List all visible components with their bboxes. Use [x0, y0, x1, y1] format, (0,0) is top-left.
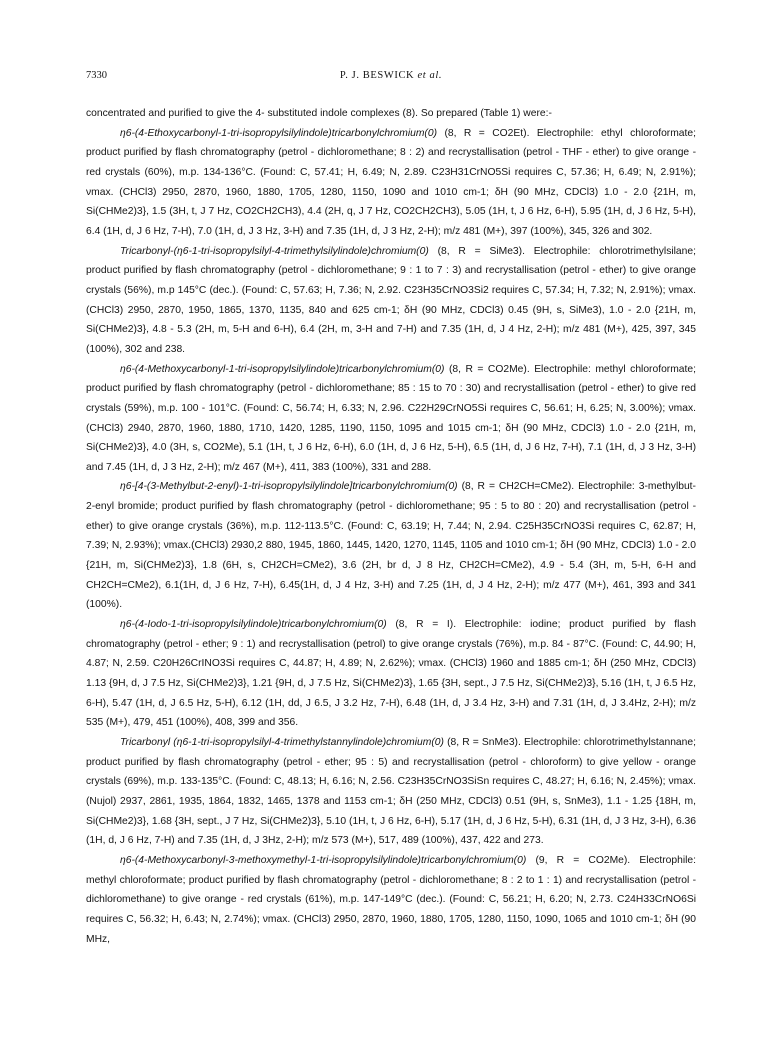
compound-entry: η6-(4-Methoxycarbonyl-1-tri-isopropylsilylindole)tricarbonylchromium(0) (8, R = CO2Me). Electrophile: methyl chloroformate; product purified by flash chromatography (petrol - dichloromethane; 85 : 15 to 70 : 30) and recrystallisation (petrol - ether) to give red crystals (59%), m.p. 100 - 101°C. (Found: C, 56.74; H, 6.33; N, 2.96. C22H29CrNO5Si requires C, 56.61; H, 6.25; N, 3.00%); νmax. (CHCl3) 2940, 2870, 1960, 1880, 1710, 1420, 1285, 1190, 1150, 1095 and 1015 cm-1; δH (90 MHz, CDCl3) 1.0 - 2.0 {21H, m, Si(CHMe2)3}, 4.0 (3H, s, CO2Me), 5.1 (1H, t, J 6 Hz, 6-H), 6.0 (1H, d, J 6 Hz, 5-H), 6.5 (1H, d, J 6 Hz, 7-H), 7.1 (1H, d, J 3 Hz, 3-H) and 7.45 (1H, d, J 3 Hz, 2-H); m/z 467 (M+), 411, 383 (100%), 331 and 288. — [86, 363, 696, 473]
compound-details: Electrophile: iodine; product purified by flash chromatography (petrol - ether; 9 : 1) and recrystallisation (petrol) to give orange crystals (76%), m.p. 84 - 87°C. (Found: C, 44.90; H, 4.87; N, 2.59. C20H26CrINO3Si requires C, 44.87; H, 4.89; N, 2.62%); νmax. (CHCl3) 1960 and 1885 cm-1; δH (250 MHz, CDCl3) 1.13 {9H, d, J 7.5 Hz, Si(CHMe2)3}, 1.21 {9H, d, J 7.5 Hz, Si(CHMe2)3}, 1.65 {3H, sept., J 7.5 Hz, Si(CHMe2)3}, 5.16 (1H, t, J 6.5 Hz, 6-H), 5.47 (1H, d, J 6.5 Hz, 5-H), 6.12 (1H, dd, J 6.5, J 3.2 Hz, 7-H), 6.48 (1H, d, J 3.4 Hz, 3-H) and 7.31 (1H, d, J 3.4Hz, 2-H); m/z 535 (M+), 479, 451 (100%), 408, 399 and 356. — [86, 619, 696, 729]
running-head — [86, 70, 696, 90]
compound-descriptor: (8, R = CH2CH=CMe2) — [461, 481, 572, 493]
compound-entry: Tricarbonyl-(η6-1-tri-isopropylsilyl-4-trimethylsilylindole)chromium(0) (8, R = SiMe3). Electrophile: chlorotrimethylsilane; product purified by flash chromatography (petrol - dichloromethane; 9 : 1 to 7 : 3) and recrystallisation (petrol - ether) to give orange crystals (56%), m.p 145°C (dec.). (Found: C, 57.63; H, 7.36; N, 2.92. C23H35CrNO3Si2 requires C, 57.34; H, 7.32; N, 2.91%); νmax. (CHCl3) 2950, 2870, 1950, 1865, 1370, 1135, 840 and 625 cm-1; δH (90 MHz, CDCl3) 0.45 (9H, s, SiMe3), 1.0 - 2.0 {21H, m, Si(CHMe2)3}, 4.8 - 5.3 (2H, m, 5-H and 6-H), 6.4 (2H, m, 3-H and 7-H) and 7.35 (1H, d, J 4 Hz, 2-H); m/z 481 (M+), 425, 397, 345 (100%), 302 and 238. — [86, 245, 696, 355]
compound-details: Electrophile: ethyl chloroformate; product purified by flash chromatography (petrol - dichloromethane; 8 : 2) and recrystallisation (petrol - THF - ether) to give orange - red crystals (60%), m.p. 134-136°C. (Found: C, 57.41; H, 6.49; N, 2.89. C23H31CrNO5Si requires C, 57.36; H, 6.49; N, 2.91%); νmax. (CHCl3) 2950, 2870, 1960, 1880, 1705, 1280, 1150, 1090 and 1010 cm-1; δH (90 MHz, CDCl3) 1.0 - 2.0 {21H, m, Si(CHMe2)3}, 1.5 (3H, t, J 7 Hz, CO2CH2CH3), 4.4 (2H, q, J 7 Hz, CO2CH2CH3), 5.05 (1H, t, J 6 Hz, 6-H), 5.95 (1H, d, J 6 Hz, 5-H), 6.4 (1H, d, J 6 Hz, 7-H), 7.0 (1H, d, J 3 Hz, 3-H) and 7.35 (1H, d, J 3 Hz, 2-H); m/z 481 (M+), 397 (100%), 345, 326 and 302. — [86, 127, 696, 237]
compound-entry: Tricarbonyl (η6-1-tri-isopropylsilyl-4-trimethylstannylindole)chromium(0) (8, R = SnMe3). Electrophile: chlorotrimethylstannane; product purified by flash chromatography (petrol - ether; 95 : 5) and recrystallisation (petrol - chloroform) to give yellow - orange crystals (69%), m.p. 133-135°C. (Found: C, 48.13; H, 6.16; N, 2.56. C23H35CrNO3SiSn requires C, 48.27; H, 6.16; N, 2.45%); νmax. (Nujol) 2937, 2861, 1935, 1864, 1832, 1465, 1378 and 1153 cm-1; δH (250 MHz, CDCl3) 0.51 (9H, s, SnMe3), 1.1 - 1.25 {18H, m, Si(CHMe2)3}, 1.68 {3H, sept., J 7 Hz, Si(CHMe2)3}, 5.10 (1H, t, J 6 Hz, 6-H), 5.17 (1H, d, J 6 Hz, 5-H), 6.31 (1H, d, J 3 Hz, 3-H), 6.36 (1H, d, J 6 Hz, 7-H) and 7.35 (1H, d, J 3Hz, 2-H); m/z 573 (M+), 517, 489 (100%), 437, 422 and 273. — [86, 737, 696, 847]
compound-details: Electrophile: 3-methylbut-2-enyl bromide; product purified by flash chromatography (petrol - dichloromethane; 95 : 5 to 80 : 20) and recrystallisation (petrol - ether) to give orange crystals (36%), m.p. 112-113.5°C. (Found: C, 63.19; H, 7.44; N, 2.94. C25H35CrNO3Si requires C, 62.87; H, 7.39; N, 2.93%); νmax.(CHCl3) 2930,2 880, 1945, 1860, 1445, 1420, 1270, 1145, 1105 and 1010 cm-1; δH (90 MHz, CDCl3) 1.0 - 2.0 {21H, m, Si(CHMe2)3}, 1.8 (6H, s, CH2CH=CMe2), 3.6 (2H, br d, J 8 Hz, CH2CH=CMe2), 4.9 - 5.4 (3H, m, 5-H, 6-H and CH2CH=CMe2), 6.1(1H, d, J 6 Hz, 7-H), 6.45(1H, d, J 4 Hz, 3-H) and 7.25 (1H, d, J 4 Hz, 2-H); m/z 477 (M+), 461, 393 and 341 (100%). — [86, 481, 696, 611]
compound-descriptor: (9, R = CO2Me) — [535, 854, 628, 866]
author-suffix: et al. — [417, 70, 443, 81]
compound-descriptor: (8, R = CO2Et) — [444, 127, 527, 139]
compound-entry: η6-(4-Iodo-1-tri-isopropylsilylindole)tricarbonylchromium(0) (8, R = I). Electrophile: iodine; product purified by flash chromatography (petrol - ether; 9 : 1) and recrystallisation (petrol) to give orange crystals (76%), m.p. 84 - 87°C. (Found: C, 44.90; H, 4.87; N, 2.59. C20H26CrINO3Si requires C, 44.87; H, 4.89; N, 2.62%); νmax. (CHCl3) 1960 and 1885 cm-1; δH (250 MHz, CDCl3) 1.13 {9H, d, J 7.5 Hz, Si(CHMe2)3}, 1.21 {9H, d, J 7.5 Hz, Si(CHMe2)3}, 1.65 {3H, sept., J 7.5 Hz, Si(CHMe2)3}, 5.16 (1H, t, J 6.5 Hz, 6-H), 5.47 (1H, d, J 6.5 Hz, 5-H), 6.12 (1H, dd, J 6.5, J 3.2 Hz, 7-H), 6.48 (1H, d, J 3.4 Hz, 3-H) and 7.31 (1H, d, J 3.4Hz, 2-H); m/z 535 (M+), 479, 451 (100%), 408, 399 and 356. — [86, 619, 696, 729]
compound-details: Electrophile: methyl chloroformate; product purified by flash chromatography (petrol - dichloromethane; 8 : 2 to 1 : 1) and recrystallisation (petrol - dichloromethane) to give orange - red crystals (61%), m.p. 147-149°C (dec.). (Found: C, 56.21; H, 6.20; N, 2.73. C24H33CrNO6Si requires C, 56.32; H, 6.43; N, 2.74%); νmax. (CHCl3) 2950, 2870, 1960, 1880, 1705, 1280, 1150, 1090, 1065 and 1010 cm-1; δH (90 MHz, — [86, 854, 696, 945]
compound-name: η6-(4-Iodo-1-tri-isopropylsilylindole)tricarbonylchromium(0) — [120, 619, 387, 631]
compound-descriptor: (8, R = I) — [395, 619, 454, 631]
page-number: 7330 — [86, 70, 107, 81]
author-names: P. J. BESWICK — [339, 70, 415, 81]
compound-details: Electrophile: chlorotrimethylsilane; product purified by flash chromatography (petrol - dichloromethane; 9 : 1 to 7 : 3) and recrystallisation (petrol - ether) to give orange crystals (56%), m.p 145°C (dec.). (Found: C, 57.63; H, 7.36; N, 2.92. C23H35CrNO3Si2 requires C, 57.34; H, 7.32; N, 2.91%); νmax. (CHCl3) 2950, 2870, 1950, 1865, 1370, 1135, 840 and 625 cm-1; δH (90 MHz, CDCl3) 0.45 (9H, s, SiMe3), 1.0 - 2.0 {21H, m, Si(CHMe2)3}, 4.8 - 5.3 (2H, m, 5-H and 6-H), 6.4 (2H, m, 3-H and 7-H) and 7.35 (1H, d, J 4 Hz, 2-H); m/z 481 (M+), 425, 397, 345 (100%), 302 and 238. — [86, 245, 696, 355]
compound-name: η6-(4-Ethoxycarbonyl-1-tri-isopropylsilylindole)tricarbonylchromium(0) — [120, 127, 438, 139]
compound-name: Tricarbonyl-(η6-1-tri-isopropylsilyl-4-trimethylsilylindole)chromium(0) — [120, 245, 429, 257]
compound-entry: η6-[4-(3-Methylbut-2-enyl)-1-tri-isopropylsilylindole]tricarbonylchromium(0) (8, R = CH2CH=CMe2). Electrophile: 3-methylbut-2-enyl bromide; product purified by flash chromatography (petrol - dichloromethane; 95 : 5 to 80 : 20) and recrystallisation (petrol - ether) to give orange crystals (36%), m.p. 112-113.5°C. (Found: C, 63.19; H, 7.44; N, 2.94. C25H35CrNO3Si requires C, 62.87; H, 7.39; N, 2.93%); νmax.(CHCl3) 2930,2 880, 1945, 1860, 1445, 1420, 1270, 1145, 1105 and 1010 cm-1; δH (90 MHz, CDCl3) 1.0 - 2.0 {21H, m, Si(CHMe2)3}, 1.8 (6H, s, CH2CH=CMe2), 3.6 (2H, br d, J 8 Hz, CH2CH=CMe2), 4.9 - 5.4 (3H, m, 5-H, 6-H and CH2CH=CMe2), 6.1(1H, d, J 6 Hz, 7-H), 6.45(1H, d, J 4 Hz, 3-H) and 7.25 (1H, d, J 4 Hz, 2-H); m/z 477 (M+), 461, 393 and 341 (100%). — [86, 481, 696, 611]
running-head-authors — [86, 70, 696, 81]
compound-name: Tricarbonyl (η6-1-tri-isopropylsilyl-4-trimethylstannylindole)chromium(0) — [120, 737, 444, 748]
experimental-text — [86, 104, 696, 949]
compound-entry: η6-(4-Methoxycarbonyl-3-methoxymethyl-1-tri-isopropylsilylindole)tricarbonylchromium(0) (9, R = CO2Me). Electrophile: methyl chloroformate; product purified by flash chromatography (petrol - dichloromethane; 8 : 2 to 1 : 1) and recrystallisation (petrol - dichloromethane) to give orange - red crystals (61%), m.p. 147-149°C (dec.). (Found: C, 56.21; H, 6.20; N, 2.73. C24H33CrNO6Si requires C, 56.32; H, 6.43; N, 2.74%); νmax. (CHCl3) 2950, 2870, 1960, 1880, 1705, 1280, 1150, 1090, 1065 and 1010 cm-1; δH (90 MHz, — [86, 854, 696, 945]
compound-entry: η6-(4-Ethoxycarbonyl-1-tri-isopropylsilylindole)tricarbonylchromium(0) (8, R = CO2Et). Electrophile: ethyl chloroformate; product purified by flash chromatography (petrol - dichloromethane; 8 : 2) and recrystallisation (petrol - THF - ether) to give orange - red crystals (60%), m.p. 134-136°C. (Found: C, 57.41; H, 6.49; N, 2.89. C23H31CrNO5Si requires C, 57.36; H, 6.49; N, 2.91%); νmax. (CHCl3) 2950, 2870, 1960, 1880, 1705, 1280, 1150, 1090 and 1010 cm-1; δH (90 MHz, CDCl3) 1.0 - 2.0 {21H, m, Si(CHMe2)3}, 1.5 (3H, t, J 7 Hz, CO2CH2CH3), 4.4 (2H, q, J 7 Hz, CO2CH2CH3), 5.05 (1H, t, J 6 Hz, 6-H), 5.95 (1H, d, J 6 Hz, 5-H), 6.4 (1H, d, J 6 Hz, 7-H), 7.0 (1H, d, J 3 Hz, 3-H) and 7.35 (1H, d, J 3 Hz, 2-H); m/z 481 (M+), 397 (100%), 345, 326 and 302. — [86, 127, 696, 237]
journal-page — [86, 70, 696, 949]
compound-descriptor: (8, R = CO2Me) — [448, 363, 527, 375]
compound-descriptor: (8, R = SnMe3) — [447, 737, 518, 748]
compound-name: η6-[4-(3-Methylbut-2-enyl)-1-tri-isopropylsilylindole]tricarbonylchromium(0) — [120, 481, 458, 493]
compound-name: η6-(4-Methoxycarbonyl-3-methoxymethyl-1-tri-isopropylsilylindole)tricarbonylchromium(0) — [120, 854, 527, 866]
compound-name: η6-(4-Methoxycarbonyl-1-tri-isopropylsilylindole)tricarbonylchromium(0) — [120, 363, 445, 375]
compound-descriptor: (8, R = SiMe3) — [437, 245, 523, 257]
intro-paragraph: concentrated and purified to give the 4- substituted indole complexes (8). So prepared (Table 1) were:- — [86, 108, 552, 119]
compound-details: Electrophile: methyl chloroformate; product purified by flash chromatography (petrol - dichloromethane; 85 : 15 to 70 : 30) and recrystallisation (petrol - ether) to give red crystals (59%), m.p. 100 - 101°C. (Found: C, 56.74; H, 6.33; N, 2.96. C22H29CrNO5Si requires C, 56.61; H, 6.25; N, 3.00%); νmax. (CHCl3) 2940, 2870, 1960, 1880, 1710, 1420, 1285, 1190, 1150, 1095 and 1015 cm-1; δH (90 MHz, CDCl3) 1.0 - 2.0 {21H, m, Si(CHMe2)3}, 4.0 (3H, s, CO2Me), 5.1 (1H, t, J 6 Hz, 6-H), 6.0 (1H, d, J 6 Hz, 5-H), 6.5 (1H, d, J 6 Hz, 7-H), 7.1 (1H, d, J 3 Hz, 3-H) and 7.45 (1H, d, J 3 Hz, 2-H); m/z 467 (M+), 411, 383 (100%), 331 and 288. — [86, 363, 696, 473]
compound-details: Electrophile: chlorotrimethylstannane; product purified by flash chromatography (petrol - ether; 95 : 5) and recrystallisation (petrol - chloroform) to give yellow - orange crystals (69%), m.p. 133-135°C. (Found: C, 48.13; H, 6.16; N, 2.56. C23H35CrNO3SiSn requires C, 48.27; H, 6.16; N, 2.45%); νmax. (Nujol) 2937, 2861, 1935, 1864, 1832, 1465, 1378 and 1153 cm-1; δH (250 MHz, CDCl3) 0.51 (9H, s, SnMe3), 1.1 - 1.25 {18H, m, Si(CHMe2)3}, 1.68 {3H, sept., J 7 Hz, Si(CHMe2)3}, 5.10 (1H, t, J 6 Hz, 6-H), 5.17 (1H, d, J 6 Hz, 5-H), 6.31 (1H, d, J 3 Hz, 3-H), 6.36 (1H, d, J 6 Hz, 7-H) and 7.35 (1H, d, J 3Hz, 2-H); m/z 573 (M+), 517, 489 (100%), 437, 422 and 273. — [86, 737, 696, 847]
